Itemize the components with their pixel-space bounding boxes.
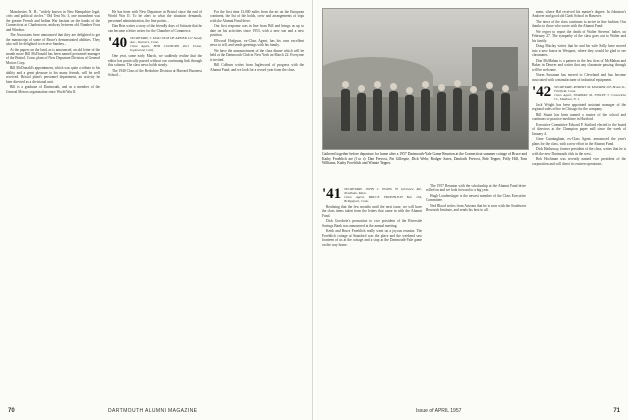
class-secretary: SECRETARY, J. MALCOLM DE ARTIER 127 Sandy Ave., Danvers, Conn. xyxy=(130,36,202,45)
class-agent: Class Agent, BRUCE FROEHLICH Box 104, Bridgeport, Conn. xyxy=(344,195,422,203)
person-figure xyxy=(405,95,414,131)
paragraph: We have the announcement of the class dinner which will be held at the Dartmouth Club in New York on March 22. Everyone is invited. xyxy=(210,48,304,62)
left-page xyxy=(0,0,313,420)
photo-caption: Gathered together before departure for home after a 1957 Dartmouth-Yale Game Reunion at the Connecticut summer cottage of Bruce and Kathy Froehlich are (l to r): Dan Prevost, Pat Gillespie, Dick Wehr, Rodger Jones, Danforth Prevost, Bob Tepper, Polly Hill, Tom Williams, Kathy Froehlich and Winnie Tepper. xyxy=(322,152,527,165)
paragraph: Dick Hathaway, former president of the class, writes that he is with the new Dartmouth club in the west. xyxy=(532,147,626,156)
class-41-column-b xyxy=(426,184,526,214)
paragraph: He has been with New Departure in Bristol since the end of World War II. To be alert to what the situation demands, personnel administration, the fine points... xyxy=(108,10,202,23)
person-figure xyxy=(453,88,462,131)
class-secretary: SECRETARY, JOHN J. EVANS 70 Glenview Rd., Needham, Mass. xyxy=(344,187,422,195)
class-42-heading xyxy=(532,85,626,101)
paragraph: The 1957 Reunion with the scholarship at the Alumni Fund drive rolled on and we look forward to a big year. xyxy=(426,184,526,193)
person-figure xyxy=(357,93,366,131)
paragraph: ment, where Hal received his master's degree. In Johnston's Andover and good old Clark School in Hanover. xyxy=(532,10,626,19)
class-secretary: SECRETARY, ROBERT M. MAURER 295 Brook St., Fairfield, Conn. xyxy=(554,85,626,94)
person-figure xyxy=(437,92,446,131)
paragraph: Realizing that the few months until the next issue, we will have the class items taken from the letters that came in with the Alumni Fund. xyxy=(322,205,422,218)
page-number-left: 70 xyxy=(8,408,15,414)
paragraph: Keith and Bruce Froehlich really went on a joyous reunion. The Froehlich cottage at Stamford was the place and the weekend saw fourteen of us at the cottage and a stop at the Dartmouth-Yale game on the way home. xyxy=(322,229,422,247)
left-column-2 xyxy=(108,10,202,79)
paragraph: Bill Stuart has been named a trustee of the school and continues to practice medicine in Hartford. xyxy=(532,113,626,122)
class-number: '40 xyxy=(108,35,128,52)
person-figure xyxy=(421,89,430,131)
paragraph: Doug Maclay writes that he and his wife Sally have moved into a new house in Westport, where they would be glad to see classmates. xyxy=(532,44,626,58)
paragraph: Our first response was in line from Bill and brings us up to date on his activities since 1953, with a new son and a new position. xyxy=(210,24,304,38)
paragraph: Norm Sussman has moved to Cleveland and has become associated with a manufacturer of industrial equipment. xyxy=(532,73,626,82)
person-figure xyxy=(373,89,382,131)
left-column-1 xyxy=(6,10,100,95)
paragraph: Bill Colburn writes from Inglewood of progress with the Alumni Fund, and we look for a record year from the class. xyxy=(210,63,304,72)
class-agent: Class Agent, BOB COLBURN 4611 Union, Inglewood, Calif. xyxy=(130,44,202,53)
page-number-right: 71 xyxy=(613,408,620,414)
paragraph: The news of the class continues to arrive in fine fashion. Our thanks to those who wrote with the Alumni Fund. xyxy=(532,20,626,29)
class-40-heading xyxy=(108,36,202,52)
paragraph: We regret to report the death of Walter Stevens' father, on February 27. The sympathy of the class goes out to Walter and his family. xyxy=(532,30,626,43)
right-column-3 xyxy=(532,10,626,167)
person-figure xyxy=(501,93,510,131)
left-column-3 xyxy=(210,10,304,73)
paragraph: Don McMahan is a partner in the law firm of McMahan and Baker in Denver and writes that any classmate passing through will be welcome. xyxy=(532,58,626,72)
paragraph: Bill is a graduate of Dartmouth, and as a member of the General Motors organization since World War II. xyxy=(6,85,100,94)
paragraph: Executive Committee Edward P. Staffard elected to the board of directors at the Champion paper mill since the week of January 4. xyxy=(532,123,626,136)
reunion-photo xyxy=(322,8,529,150)
person-figure xyxy=(389,91,398,131)
magazine-title-footer: DARTMOUTH ALUMNI MAGAZINE xyxy=(108,408,198,414)
paragraph: Hugh Loudenslager is the newest member of the Class Executive Committee. xyxy=(426,194,526,203)
paragraph: Bill McDonald's appointment, which was quite a tribute to his ability and a great pleasure to his many friends, will be well received. Bristol plant's personnel department, an activity he later directed as a divisional unit. xyxy=(6,66,100,84)
paragraph: One year, some early March, we suddenly realize that the editor has practically passed without our continuing link through this column. The class news holds steady. xyxy=(108,54,202,68)
paragraph: Ellwood Hodgson, ex-Class Agent, has his own excellent news to tell, and sends greetings with his family. xyxy=(210,38,304,48)
paragraph: Dan Brin writes a story of the friendly days of Scituate that he can become a letter writer for the Chamber of Commerce. xyxy=(108,24,202,33)
class-41-heading xyxy=(322,187,422,203)
right-page xyxy=(316,0,628,420)
paragraph: Jack Wright has been appointed assistant manager of the regional sales office in Chicago for the company. xyxy=(532,103,626,112)
paragraph: For the first time 13,000 miles from the air on the European continent, the list of the holds, crew and arrangements of trips with the Alumni Fund drive. xyxy=(210,10,304,23)
class-41-column-a xyxy=(322,184,422,248)
person-figure xyxy=(485,90,494,131)
class-number: '42 xyxy=(532,84,552,101)
paragraph: Ned Blood writes from Arizona that he is now with the Southwest Research Institute, and sends his best to all. xyxy=(426,204,526,213)
paragraph: Dick Goodwin's promotion to vice president of the Riverside Savings Bank was announced at the annual meeting. xyxy=(322,219,422,228)
paragraph: Manchester, N. H., "widely known in New Hampshire legal, civic and political circles." Old Tent No. 3, one incumbent was the greater French and Indian War bastion on the banks of the Connecticut at Charlestown, midway between old Number Four and Windsor. xyxy=(6,10,100,32)
paragraph: The 1940 Class of the Berkshire Division at Harvard Business School... xyxy=(108,68,202,78)
class-agent: Class Agent, NORMAN M. FINLEY 5 Crosswicks Ct., Madison, N. J. xyxy=(554,93,626,102)
person-figure xyxy=(469,94,478,131)
paragraph: At the papers on the land, as is announced, an old letter of the month more Bill McDonald has been named personnel manager of the Bristol, Conn. plant of New Departure Division of General Motors Corp. xyxy=(6,47,100,65)
paragraph: Bob Hochman was recently named vice president of the corporation and will direct its eastern operations. xyxy=(532,157,626,166)
class-number: '41 xyxy=(322,186,342,202)
paragraph: The Associates have announced that they are delighted to get the manuscript of some of Bruce's demonstrated abilities. They also will be delighted to receive Sanders... xyxy=(6,33,100,47)
issue-footer: Issue of APRIL 1957 xyxy=(416,408,462,414)
person-figure xyxy=(341,89,350,131)
paragraph: Gene Cunningham, ex-Class Agent, announced the year's plans for the class, with a new effort in the Alumni Fund. xyxy=(532,137,626,146)
